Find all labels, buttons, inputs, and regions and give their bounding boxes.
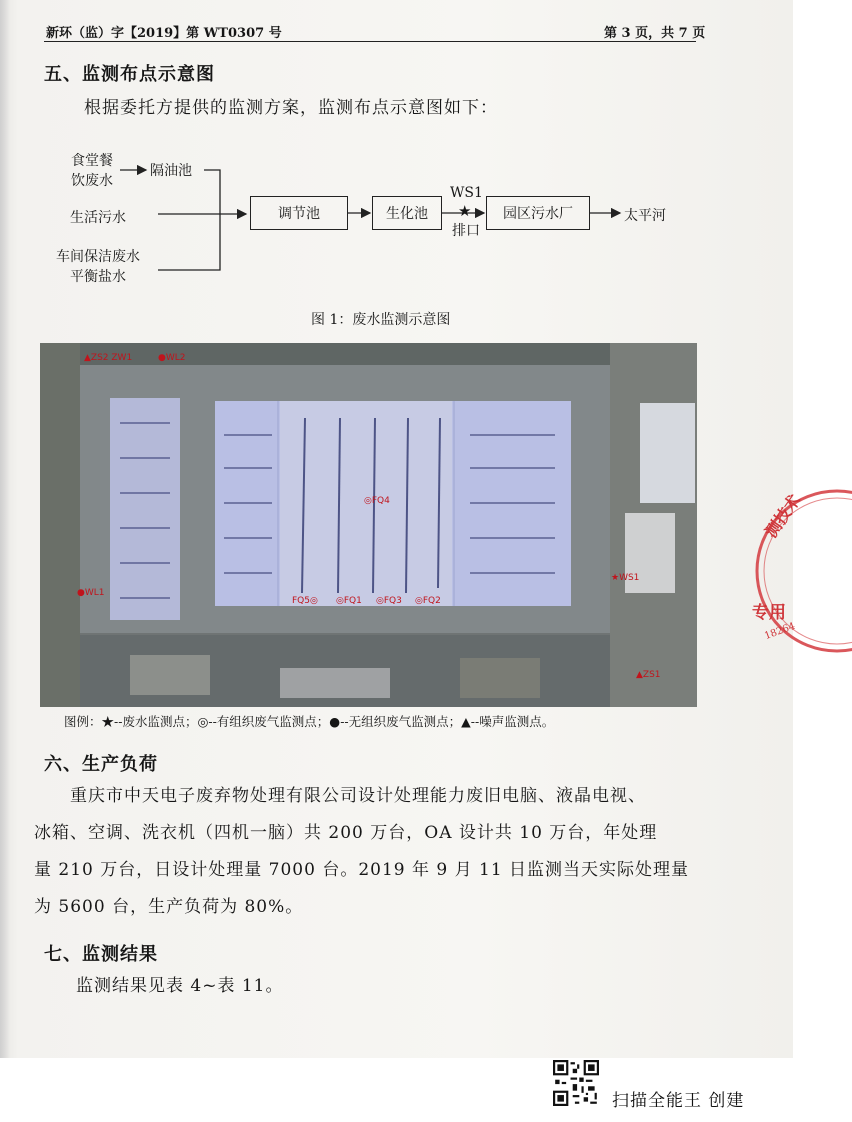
aerial-site-map xyxy=(40,343,697,707)
section-6-line: 冰箱、空调、洗衣机（四机一脑）共 200 万台，OA 设计共 10 万台，年处理 xyxy=(34,823,658,843)
fq1-marker: ◎FQ1 xyxy=(336,596,362,606)
source-domestic: 生活污水 xyxy=(70,210,126,226)
zs2-marker: ▲ZS2 ZW1 xyxy=(84,353,133,363)
section-5-intro: 根据委托方提供的监测方案，监测布点示意图如下： xyxy=(84,98,498,118)
page-indicator: 第 3 页，共 7 页 xyxy=(604,26,706,41)
map-south-building-2 xyxy=(280,668,390,698)
seal-text-middle: 专用 xyxy=(752,603,786,623)
source-workshop-line1: 车间保洁废水 xyxy=(56,249,140,265)
section-5-title: 五、监测布点示意图 xyxy=(44,64,215,85)
source-canteen-line1: 食堂餐 xyxy=(71,153,113,169)
ws1-map-marker: ★WS1 xyxy=(611,573,640,583)
official-seal-stamp xyxy=(742,486,852,656)
industrial-park-plant-box xyxy=(486,196,590,230)
zs1-marker: ▲ZS1 xyxy=(636,670,661,680)
section-6-line: 量 210 万台，日设计处理量 7000 台。2019 年 9 月 11 日监测当天实际处理量 xyxy=(34,860,690,880)
section-7-text: 监测结果见表 4~表 11。 xyxy=(76,976,284,996)
wl1-marker: ●WL1 xyxy=(77,588,105,598)
seal-text-top: 测技术 xyxy=(761,490,805,542)
biochem-tank-label: 生化池 xyxy=(386,206,428,222)
flow-connector-lines xyxy=(0,0,793,300)
industrial-park-plant-label: 园区污水厂 xyxy=(503,206,573,222)
ws1-label: WS1 xyxy=(450,185,483,201)
figure-1-caption: 图 1：废水监测示意图 xyxy=(311,312,451,328)
outlet-label: 排口 xyxy=(452,223,480,239)
seal-number: 18264 xyxy=(763,620,797,643)
section-6-paragraph xyxy=(34,778,689,926)
scanner-watermark: 扫描全能王 创建 xyxy=(612,1091,745,1111)
section-6-line: 重庆市中天电子废弃物处理有限公司设计处理能力废旧电脑、液晶电视、 xyxy=(70,786,646,806)
qr-code-icon xyxy=(553,1060,599,1106)
map-south-building-3 xyxy=(460,658,540,698)
taiping-river-label: 太平河 xyxy=(624,208,666,224)
fq5-marker: FQ5◎ xyxy=(292,596,318,606)
adjusting-tank-label: 调节池 xyxy=(278,206,320,222)
map-south-building-1 xyxy=(130,655,210,695)
fq2-marker: ◎FQ2 xyxy=(415,596,441,606)
fq4-marker: ◎FQ4 xyxy=(364,496,390,506)
source-workshop-line2: 平衡盐水 xyxy=(70,269,126,285)
oil-separator-label: 隔油池 xyxy=(150,163,192,179)
section-6-title: 六、生产负荷 xyxy=(44,754,158,775)
section-6-line: 为 5600 台，生产负荷为 80%。 xyxy=(34,897,304,917)
source-canteen-line2: 饮废水 xyxy=(71,173,113,189)
adjusting-tank-box xyxy=(250,196,348,230)
document-number: 新环（监）字【2019】第 WT0307 号 xyxy=(46,26,282,41)
biochem-tank-box xyxy=(372,196,442,230)
section-7-title: 七、监测结果 xyxy=(44,944,158,965)
ws1-star-icon: ★ xyxy=(458,202,472,220)
map-legend: 图例：★--废水监测点；◎--有组织废气监测点；●--无组织废气监测点；▲--噪声监测点。 xyxy=(64,714,555,729)
wl2-marker: ●WL2 xyxy=(158,353,186,363)
fq3-marker: ◎FQ3 xyxy=(376,596,402,606)
